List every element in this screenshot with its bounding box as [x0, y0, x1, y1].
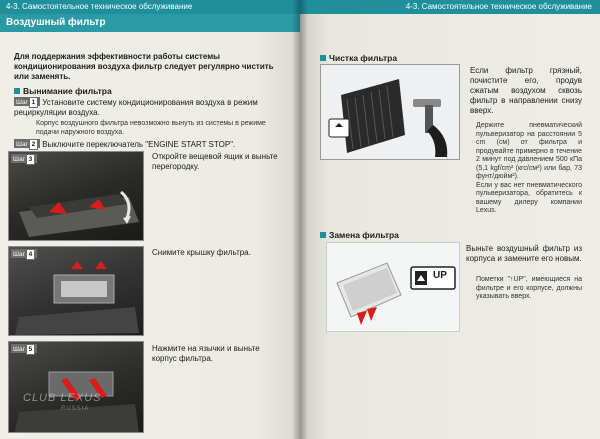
- filter-cover-illustration: [9, 247, 144, 336]
- section-square-icon: [320, 55, 326, 61]
- section-square-icon: [320, 232, 326, 238]
- section-replacement-title: Замена фильтра: [320, 230, 399, 240]
- section-square-icon: [14, 88, 20, 94]
- cleaning-photo: [320, 64, 460, 160]
- step-3-photo: [8, 151, 144, 241]
- step-badge: Шаг 1: [14, 97, 40, 106]
- air-gun-filter-illustration: [321, 65, 460, 160]
- cleaning-note: Держите пневматический пульверизатор на расстоянии 5 cm (см) от фильтра и продувайте примерно в течение 2 минут под давлением 500 кПа (5,1 kgf/cm² (кгс/см²) или бар, 73 фунт/дюйм²). Если у вас нет пневматического пульверизатора, обратитесь к вашему дилеру компании Lexus.: [476, 122, 582, 214]
- section-removal-title: Выниманиe фильтра: [14, 86, 112, 96]
- left-chapter-header: 4-3. Самостоятельное техническое обслуживание: [0, 0, 300, 14]
- step-5-photo: [8, 341, 144, 433]
- step-1-text: Установите систему кондиционирования воздуха в режим рециркуляции воздуха.: [14, 98, 258, 117]
- glovebox-illustration: [9, 152, 144, 241]
- right-chapter-header: 4-3. Самостоятельное техническое обслуживание: [300, 0, 600, 14]
- step-4-photo: [8, 246, 144, 336]
- watermark: CLUB LEXUS: [23, 392, 102, 404]
- step-4-text: Снимите крышку фильтра.: [152, 248, 251, 257]
- replacement-text: Выньте воздушный фильтр из корпуса и замените его новым.: [466, 244, 582, 263]
- book-gutter: [292, 0, 308, 439]
- intro-text: Для поддержания эффективности работы системы кондиционирования воздуха фильтр следует регулярно чистить или заменять.: [14, 52, 274, 81]
- step-badge: Шаг 4: [11, 249, 37, 258]
- filter-case-illustration: [9, 342, 144, 433]
- step-badge: Шаг 2: [14, 139, 40, 148]
- step-2-text: Выключите переключатель "ENGINE START STOP".: [42, 140, 236, 149]
- step-1-note: Корпус воздушного фильтра невозможно вынуть из системы в режиме подачи наружного воздуха.: [36, 120, 266, 136]
- step-3-text: Откройте вещевой ящик и выньте перегородку.: [152, 152, 278, 171]
- filter-replacement-illustration: [327, 243, 460, 332]
- watermark-sub: RUSSIA: [61, 406, 90, 412]
- section-cleaning-title: Чистка фильтра: [320, 53, 397, 63]
- step-2: [14, 139, 276, 150]
- replacement-photo: [326, 242, 460, 332]
- step-badge: Шаг 3: [11, 154, 37, 163]
- right-page: [300, 0, 600, 439]
- step-badge: Шаг 5: [11, 344, 37, 353]
- page-title: Воздушный фильтр: [0, 14, 300, 32]
- up-label: UP: [433, 270, 447, 281]
- replacement-note: Пометки "↑UP", имеющиеся на фильтре и его корпусе, должны указывать вверх.: [476, 276, 582, 300]
- step-1: [14, 97, 276, 118]
- step-5-text: Нажмите на язычки и выньте корпус фильтра.: [152, 344, 260, 363]
- cleaning-text: Если фильтр грязный, почистите его, продув сжатым воздухом сквозь фильтр в направлении снизу вверх.: [470, 66, 582, 115]
